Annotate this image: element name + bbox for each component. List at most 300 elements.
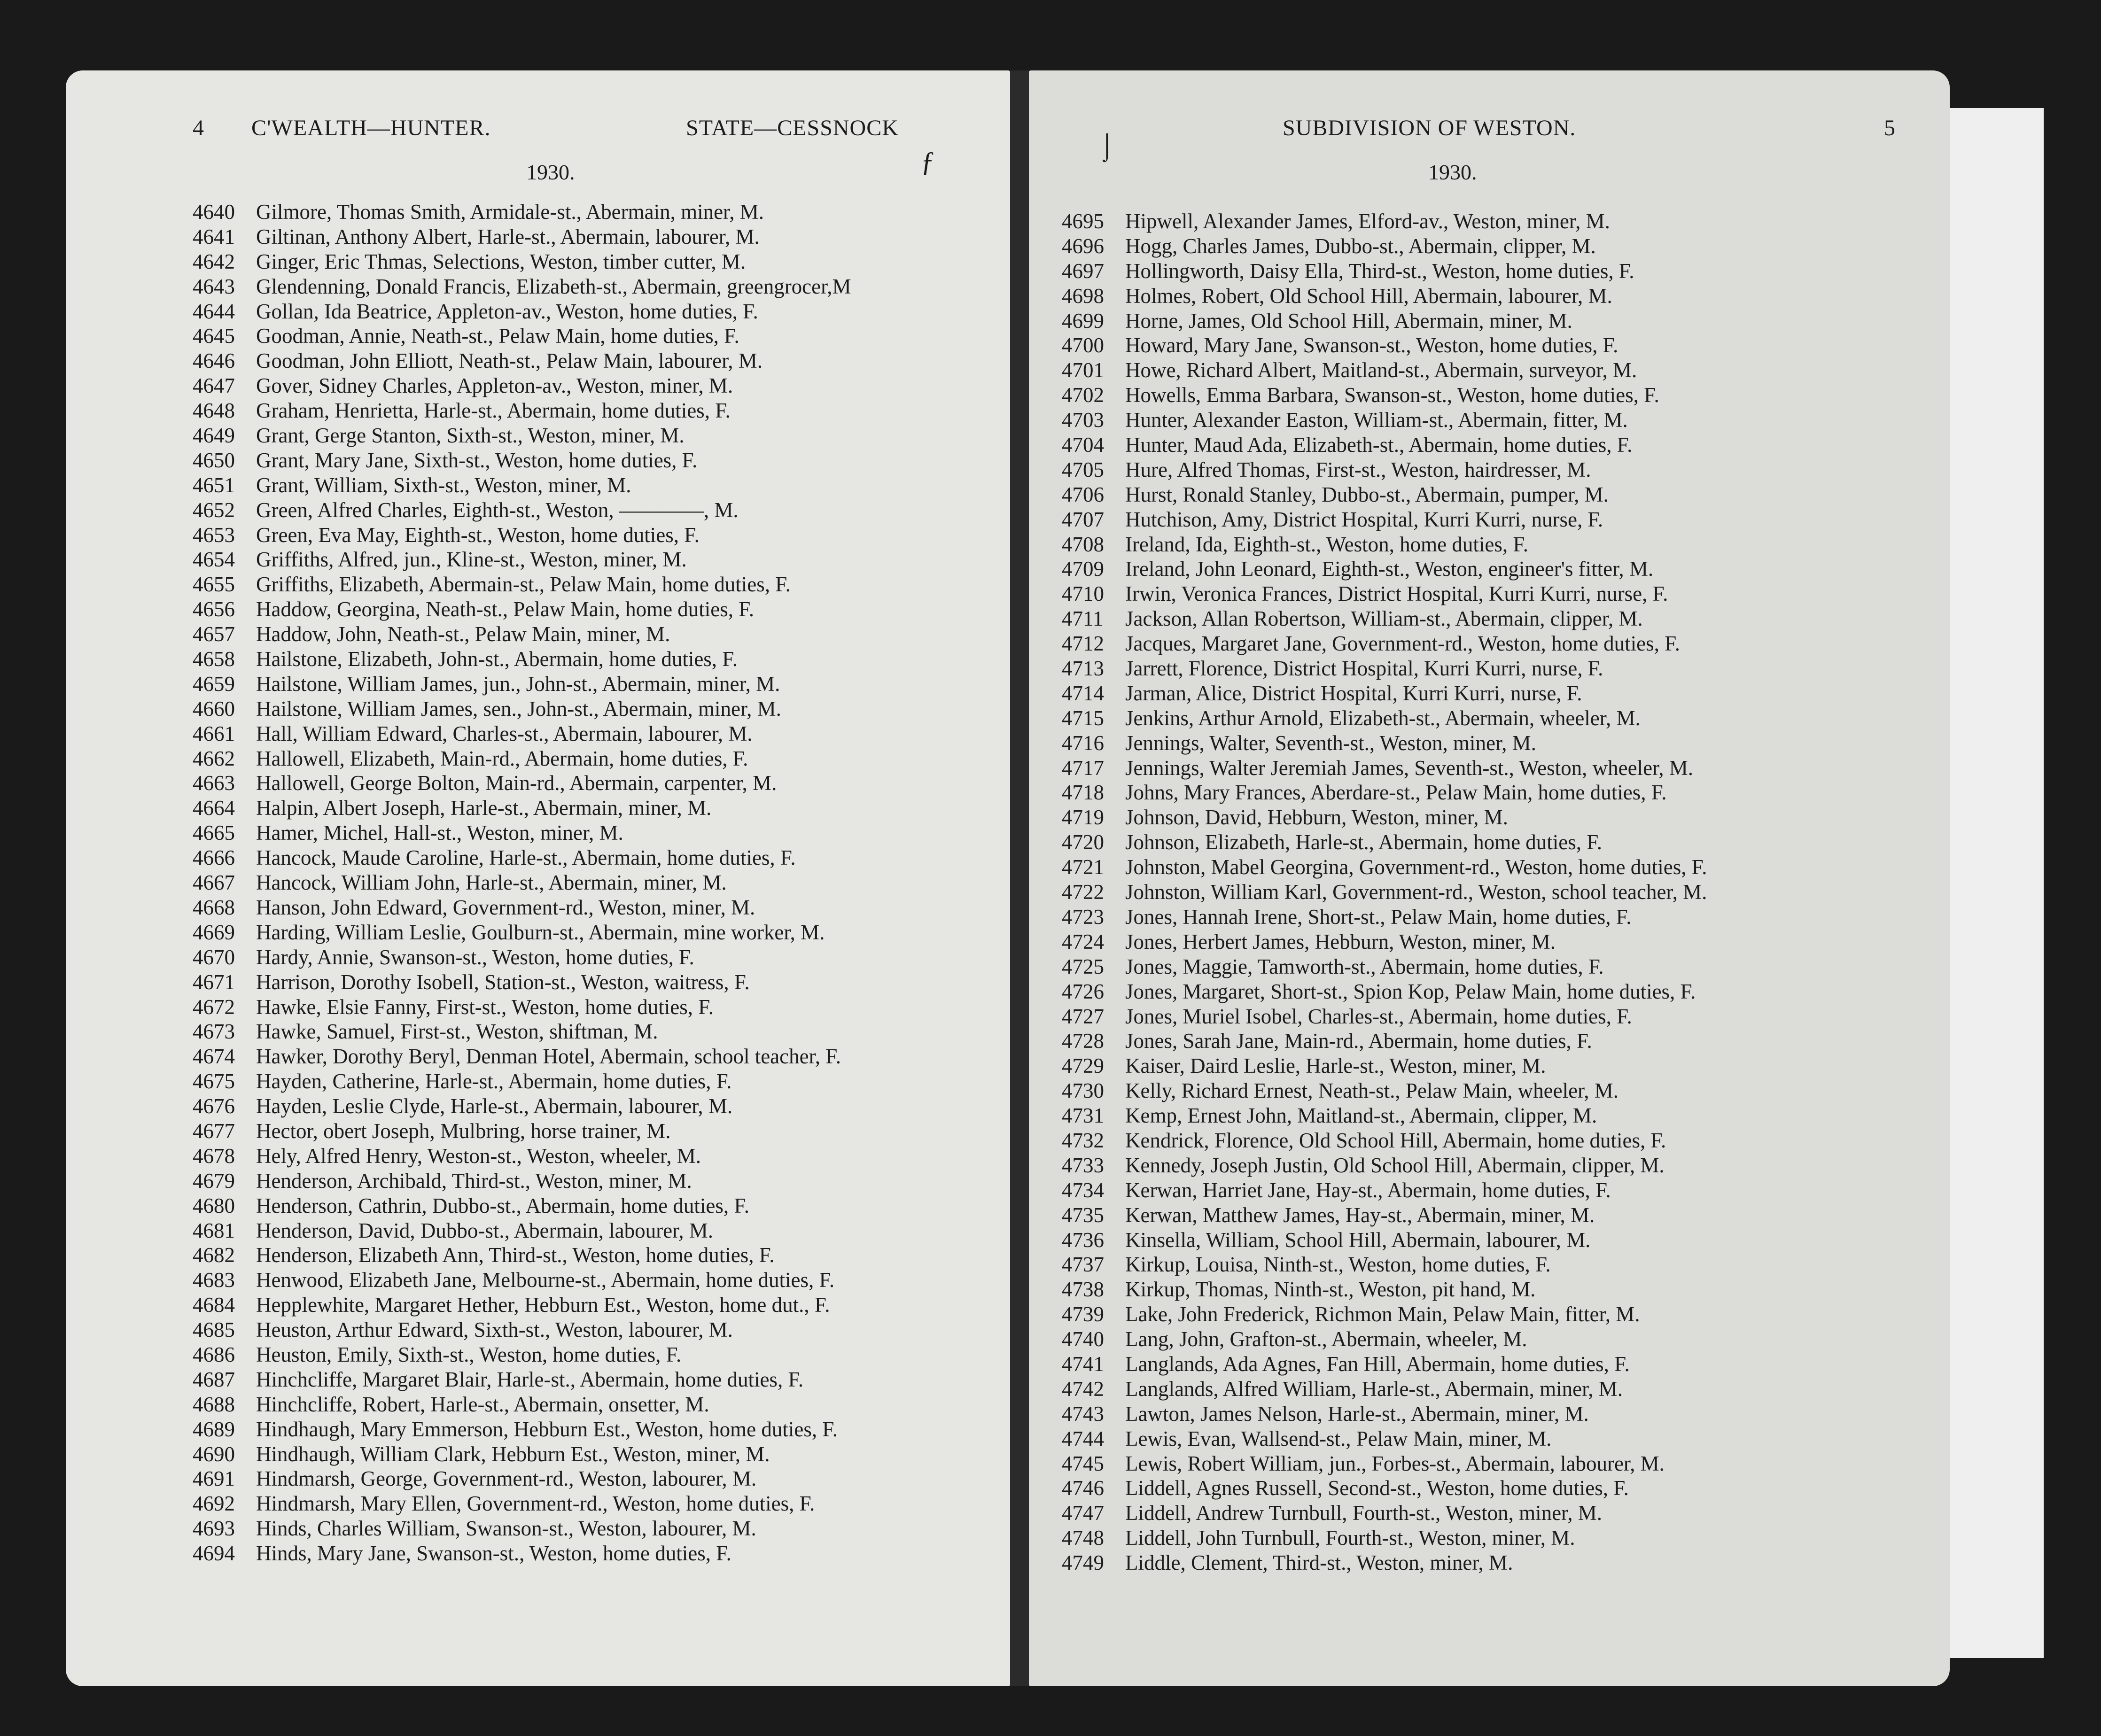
entry-text: Green, Eva May, Eighth-st., Weston, home duties, F. <box>256 523 700 547</box>
entry-text: Grant, William, Sixth-st., Weston, miner, M. <box>256 473 631 497</box>
list-item <box>1062 1327 1707 1352</box>
entry-number: 4663 <box>193 771 235 795</box>
entry-number: 4676 <box>193 1094 235 1118</box>
entry-number: 4658 <box>193 647 235 671</box>
entry-text: Kirkup, Louisa, Ninth-st., Weston, home duties, F. <box>1125 1253 1551 1277</box>
list-item <box>1062 284 1707 309</box>
entry-number: 4739 <box>1062 1302 1104 1326</box>
book-gutter <box>1010 70 1029 1686</box>
left-page-number: 4 <box>193 116 204 140</box>
entry-number: 4687 <box>193 1367 235 1391</box>
entry-number: 4649 <box>193 424 235 448</box>
entry-text: Gover, Sidney Charles, Appleton-av., Weston, miner, M. <box>256 374 733 398</box>
entry-text: Kemp, Ernest John, Maitland-st., Abermain, clipper, M. <box>1125 1104 1597 1128</box>
entry-text: Hall, William Edward, Charles-st., Abermain, labourer, M. <box>256 721 753 745</box>
entry-text: Hawke, Elsie Fanny, First-st., Weston, home duties, F. <box>256 995 714 1019</box>
entry-number: 4703 <box>1062 408 1104 432</box>
entry-number: 4729 <box>1062 1054 1104 1078</box>
list-item <box>1062 1550 1707 1575</box>
entry-text: Hindmarsh, George, Government-rd., Weston, labourer, M. <box>256 1467 757 1491</box>
list-item <box>1062 954 1707 979</box>
entry-text: Hinchcliffe, Margaret Blair, Harle-st., Abermain, home duties, F. <box>256 1367 804 1391</box>
list-item <box>1062 1103 1707 1128</box>
entry-text: Grant, Mary Jane, Sixth-st., Weston, home duties, F. <box>256 448 698 472</box>
page-bracket-mark: ⌡ <box>1099 132 1115 160</box>
list-item <box>1062 1377 1707 1402</box>
entry-number: 4644 <box>193 299 235 323</box>
list-item <box>193 1392 851 1417</box>
list-item <box>193 1342 851 1367</box>
list-item <box>1062 930 1707 954</box>
entry-text: Hanson, John Edward, Government-rd., Weston, miner, M. <box>256 895 755 919</box>
entry-number: 4662 <box>193 746 235 770</box>
list-item <box>1062 979 1707 1004</box>
list-item <box>193 672 851 697</box>
list-item <box>193 249 851 274</box>
list-item <box>193 200 851 225</box>
list-item <box>1062 259 1707 284</box>
list-item <box>193 970 851 995</box>
entry-number: 4674 <box>193 1045 235 1069</box>
entry-text: Hunter, Alexander Easton, William-st., Abermain, fitter, M. <box>1125 408 1628 432</box>
entry-text: Johnston, William Karl, Government-rd., Weston, school teacher, M. <box>1125 880 1707 904</box>
entry-text: Jennings, Walter Jeremiah James, Seventh-st., Weston, wheeler, M. <box>1125 756 1694 780</box>
entry-text: Lewis, Evan, Wallsend-st., Pelaw Main, miner, M. <box>1125 1426 1552 1450</box>
entry-number: 4693 <box>193 1517 235 1541</box>
list-item <box>193 746 851 771</box>
entry-text: Jones, Sarah Jane, Main-rd., Abermain, home duties, F. <box>1125 1029 1592 1053</box>
list-item <box>193 1417 851 1442</box>
entry-number: 4720 <box>1062 830 1104 854</box>
entry-number: 4744 <box>1062 1426 1104 1450</box>
list-item <box>193 721 851 746</box>
list-item <box>193 1194 851 1218</box>
list-item <box>1062 1277 1707 1302</box>
entry-number: 4731 <box>1062 1104 1104 1128</box>
list-item <box>1062 880 1707 905</box>
list-item <box>193 845 851 870</box>
entry-text: Hure, Alfred Thomas, First-st., Weston, hairdresser, M. <box>1125 457 1591 481</box>
entry-text: Green, Alfred Charles, Eighth-st., Weston, ————, M. <box>256 498 739 522</box>
list-item <box>193 1318 851 1342</box>
entry-number: 4698 <box>1062 284 1104 308</box>
entry-number: 4675 <box>193 1070 235 1093</box>
list-item <box>1062 557 1707 581</box>
list-item <box>1062 1078 1707 1103</box>
entry-number: 4701 <box>1062 358 1104 382</box>
list-item <box>193 1119 851 1144</box>
entry-text: Lang, John, Grafton-st., Abermain, wheeler, M. <box>1125 1327 1527 1351</box>
entry-text: Heuston, Arthur Edward, Sixth-st., Weston, labourer, M. <box>256 1318 733 1342</box>
page-edge-strip <box>1950 108 2044 1658</box>
entry-number: 4704 <box>1062 433 1104 457</box>
entry-number: 4738 <box>1062 1278 1104 1302</box>
list-item <box>1062 1029 1707 1054</box>
entry-text: Hawke, Samuel, First-st., Weston, shiftman, M. <box>256 1020 658 1044</box>
entry-text: Kinsella, William, School Hill, Abermain, labourer, M. <box>1125 1228 1591 1252</box>
entry-number: 4661 <box>193 721 235 745</box>
list-item <box>1062 830 1707 855</box>
entry-text: Hinds, Mary Jane, Swanson-st., Weston, home duties, F. <box>256 1542 731 1566</box>
entry-number: 4733 <box>1062 1153 1104 1177</box>
entry-text: Jarman, Alice, District Hospital, Kurri Kurri, nurse, F. <box>1125 681 1582 705</box>
entry-number: 4728 <box>1062 1029 1104 1053</box>
left-header-state: STATE—CESSNOCK <box>686 116 899 140</box>
entry-text: Ginger, Eric Thmas, Selections, Weston, timber cutter, M. <box>256 249 746 273</box>
list-item <box>193 597 851 622</box>
entry-text: Grant, Gerge Stanton, Sixth-st., Weston, miner, M. <box>256 424 685 448</box>
entry-text: Kendrick, Florence, Old School Hill, Abermain, home duties, F. <box>1125 1128 1666 1152</box>
list-item <box>1062 656 1707 681</box>
entry-text: Glendenning, Donald Francis, Elizabeth-st., Abermain, greengrocer,M <box>256 274 851 298</box>
entry-number: 4747 <box>1062 1501 1104 1525</box>
entry-number: 4689 <box>193 1417 235 1441</box>
list-item <box>1062 408 1707 433</box>
left-page <box>66 70 1010 1686</box>
entry-text: Harrison, Dorothy Isobell, Station-st., Weston, waitress, F. <box>256 970 750 994</box>
entry-number: 4696 <box>1062 234 1104 258</box>
entry-text: Jarrett, Florence, District Hospital, Kurri Kurri, nurse, F. <box>1125 657 1603 681</box>
entry-number: 4660 <box>193 697 235 721</box>
entry-text: Hollingworth, Daisy Ella, Third-st., Weston, home duties, F. <box>1125 259 1634 283</box>
entry-number: 4640 <box>193 200 235 224</box>
entry-number: 4686 <box>193 1342 235 1366</box>
entry-text: Hailstone, William James, jun., John-st., Abermain, miner, M. <box>256 672 780 696</box>
entry-text: Griffiths, Elizabeth, Abermain-st., Pelaw Main, home duties, F. <box>256 573 791 597</box>
entry-number: 4690 <box>193 1442 235 1466</box>
entry-number: 4711 <box>1062 607 1104 631</box>
entry-number: 4725 <box>1062 954 1104 978</box>
list-item <box>193 1367 851 1392</box>
entry-text: Jenkins, Arthur Arnold, Elizabeth-st., Abermain, wheeler, M. <box>1125 706 1641 730</box>
list-item <box>1062 1004 1707 1029</box>
list-item <box>1062 457 1707 482</box>
list-item <box>193 498 851 523</box>
entry-number: 4656 <box>193 597 235 621</box>
list-item <box>193 423 851 448</box>
entry-number: 4647 <box>193 374 235 398</box>
list-item <box>193 523 851 548</box>
entry-text: Johnson, David, Hebburn, Weston, miner, M. <box>1125 806 1508 829</box>
entry-number: 4654 <box>193 548 235 572</box>
list-item <box>193 1169 851 1194</box>
entry-number: 4643 <box>193 274 235 298</box>
entry-number: 4697 <box>1062 259 1104 283</box>
entry-number: 4648 <box>193 399 235 423</box>
list-item <box>193 1019 851 1044</box>
entry-text: Giltinan, Anthony Albert, Harle-st., Abermain, labourer, M. <box>256 225 760 248</box>
entry-number: 4732 <box>1062 1128 1104 1152</box>
entry-text: Hunter, Maud Ada, Elizabeth-st., Abermain, home duties, F. <box>1125 433 1633 457</box>
entry-text: Ireland, Ida, Eighth-st., Weston, home duties, F. <box>1125 532 1529 556</box>
entry-text: Kaiser, Daird Leslie, Harle-st., Weston, miner, M. <box>1125 1054 1546 1078</box>
entry-number: 4673 <box>193 1020 235 1044</box>
entry-text: Holmes, Robert, Old School Hill, Abermain, labourer, M. <box>1125 284 1612 308</box>
list-item <box>1062 433 1707 457</box>
entry-number: 4718 <box>1062 781 1104 805</box>
entry-number: 4709 <box>1062 557 1104 581</box>
entry-text: Heuston, Emily, Sixth-st., Weston, home duties, F. <box>256 1342 682 1366</box>
entry-number: 4715 <box>1062 706 1104 730</box>
entry-number: 4742 <box>1062 1377 1104 1401</box>
entry-number: 4655 <box>193 573 235 597</box>
left-year: 1930. <box>526 160 575 184</box>
entry-text: Hallowell, George Bolton, Main-rd., Abermain, carpenter, M. <box>256 771 777 795</box>
entry-text: Hancock, William John, Harle-st., Abermain, miner, M. <box>256 871 727 895</box>
list-item <box>1062 706 1707 731</box>
entry-text: Johnston, Mabel Georgina, Government-rd., Weston, home duties, F. <box>1125 855 1707 879</box>
list-item <box>193 225 851 249</box>
list-item <box>1062 309 1707 333</box>
list-item <box>1062 805 1707 830</box>
right-year: 1930. <box>1428 160 1477 184</box>
entry-text: Harding, William Leslie, Goulburn-st., Abermain, mine worker, M. <box>256 920 825 944</box>
entry-number: 4730 <box>1062 1079 1104 1103</box>
entry-text: Liddell, Agnes Russell, Second-st., Weston, home duties, F. <box>1125 1476 1629 1500</box>
entry-number: 4705 <box>1062 457 1104 481</box>
list-item <box>1062 780 1707 805</box>
list-item <box>193 1541 851 1566</box>
entry-number: 4666 <box>193 846 235 870</box>
entry-text: Johns, Mary Frances, Aberdare-st., Pelaw Main, home duties, F. <box>1125 781 1667 805</box>
entry-text: Kerwan, Harriet Jane, Hay-st., Abermain, home duties, F. <box>1125 1178 1611 1202</box>
entry-number: 4734 <box>1062 1178 1104 1202</box>
list-item <box>193 373 851 398</box>
list-item <box>1062 1476 1707 1501</box>
entry-number: 4716 <box>1062 731 1104 755</box>
entry-number: 4691 <box>193 1467 235 1491</box>
entry-text: Liddell, John Turnbull, Fourth-st., Weston, miner, M. <box>1125 1526 1575 1550</box>
entry-text: Jones, Hannah Irene, Short-st., Pelaw Main, home duties, F. <box>1125 905 1632 929</box>
entry-number: 4669 <box>193 920 235 944</box>
left-entry-list <box>193 200 851 1566</box>
entry-text: Goodman, Annie, Neath-st., Pelaw Main, home duties, F. <box>256 324 739 348</box>
entry-number: 4652 <box>193 498 235 522</box>
list-item <box>1062 1228 1707 1253</box>
entry-text: Liddle, Clement, Third-st., Weston, miner, M. <box>1125 1551 1513 1575</box>
list-item <box>1062 209 1707 234</box>
entry-text: Henderson, Cathrin, Dubbo-st., Abermain, home duties, F. <box>256 1194 750 1217</box>
entry-text: Hepplewhite, Margaret Hether, Hebburn Est., Weston, home dut., F. <box>256 1293 830 1317</box>
list-item <box>193 547 851 572</box>
entry-number: 4641 <box>193 225 235 248</box>
entry-number: 4699 <box>1062 309 1104 333</box>
list-item <box>1062 1153 1707 1178</box>
entry-number: 4710 <box>1062 582 1104 606</box>
entry-text: Hogg, Charles James, Dubbo-st., Abermain, clipper, M. <box>1125 234 1596 258</box>
list-item <box>193 1268 851 1293</box>
entry-text: Hardy, Annie, Swanson-st., Weston, home duties, F. <box>256 945 694 969</box>
entry-text: Hindmarsh, Mary Ellen, Government-rd., Weston, home duties, F. <box>256 1492 815 1516</box>
list-item <box>193 1094 851 1119</box>
list-item <box>193 622 851 647</box>
entry-text: Howells, Emma Barbara, Swanson-st., Weston, home duties, F. <box>1125 383 1659 407</box>
list-item <box>193 1516 851 1541</box>
entry-text: Lawton, James Nelson, Harle-st., Abermain, miner, M. <box>1125 1402 1589 1426</box>
entry-number: 4700 <box>1062 333 1104 357</box>
list-item <box>193 1218 851 1243</box>
entry-text: Hindhaugh, Mary Emmerson, Hebburn Est., Weston, home duties, F. <box>256 1417 838 1441</box>
entry-number: 4664 <box>193 796 235 820</box>
entry-text: Halpin, Albert Joseph, Harle-st., Abermain, miner, M. <box>256 796 712 820</box>
list-item <box>1062 731 1707 756</box>
left-header-title: C'WEALTH—HUNTER. <box>251 116 491 140</box>
entry-number: 4719 <box>1062 806 1104 829</box>
entry-text: Horne, James, Old School Hill, Abermain, miner, M. <box>1125 309 1572 333</box>
list-item <box>1062 507 1707 532</box>
right-header-title: SUBDIVISION OF WESTON. <box>1283 116 1576 140</box>
pen-mark: ƒ <box>921 146 935 177</box>
list-item <box>1062 756 1707 781</box>
list-item <box>193 1069 851 1094</box>
list-item <box>193 697 851 721</box>
list-item <box>1062 1178 1707 1203</box>
entry-text: Jacques, Margaret Jane, Government-rd., Weston, home duties, F. <box>1125 632 1680 656</box>
list-item <box>193 572 851 597</box>
entry-number: 4737 <box>1062 1253 1104 1277</box>
list-item <box>193 821 851 845</box>
entry-number: 4745 <box>1062 1451 1104 1475</box>
entry-number: 4681 <box>193 1218 235 1242</box>
list-item <box>1062 681 1707 706</box>
entry-number: 4668 <box>193 895 235 919</box>
entry-number: 4740 <box>1062 1327 1104 1351</box>
list-item <box>1062 1526 1707 1550</box>
entry-number: 4723 <box>1062 905 1104 929</box>
entry-number: 4746 <box>1062 1476 1104 1500</box>
entry-text: Henderson, Archibald, Third-st., Weston, miner, M. <box>256 1169 692 1193</box>
entry-number: 4717 <box>1062 756 1104 780</box>
entry-text: Langlands, Alfred William, Harle-st., Abermain, miner, M. <box>1125 1377 1623 1401</box>
entry-number: 4665 <box>193 821 235 845</box>
entry-number: 4748 <box>1062 1526 1104 1550</box>
entry-text: Liddell, Andrew Turnbull, Fourth-st., Weston, miner, M. <box>1125 1501 1603 1525</box>
entry-text: Hely, Alfred Henry, Weston-st., Weston, wheeler, M. <box>256 1144 701 1168</box>
right-page <box>1029 70 1950 1686</box>
list-item <box>1062 1203 1707 1228</box>
entry-number: 4667 <box>193 871 235 895</box>
entry-text: Lewis, Robert William, jun., Forbes-st., Abermain, labourer, M. <box>1125 1451 1665 1475</box>
entry-number: 4735 <box>1062 1203 1104 1227</box>
entry-number: 4671 <box>193 970 235 994</box>
list-item <box>193 945 851 970</box>
entry-number: 4682 <box>193 1243 235 1267</box>
list-item <box>193 1044 851 1069</box>
list-item <box>1062 581 1707 606</box>
list-item <box>1062 532 1707 557</box>
entry-number: 4702 <box>1062 383 1104 407</box>
right-page-number: 5 <box>1884 116 1895 140</box>
entry-number: 4741 <box>1062 1352 1104 1376</box>
entry-number: 4694 <box>193 1542 235 1566</box>
entry-text: Hinds, Charles William, Swanson-st., Weston, labourer, M. <box>256 1517 756 1541</box>
entry-number: 4684 <box>193 1293 235 1317</box>
list-item <box>193 299 851 324</box>
list-item <box>1062 855 1707 880</box>
list-item <box>193 995 851 1020</box>
entry-number: 4692 <box>193 1492 235 1516</box>
entry-text: Howard, Mary Jane, Swanson-st., Weston, home duties, F. <box>1125 333 1619 357</box>
entry-text: Henderson, David, Dubbo-st., Abermain, labourer, M. <box>256 1218 713 1242</box>
entry-text: Hailstone, William James, sen., John-st., Abermain, miner, M. <box>256 697 781 721</box>
list-item <box>193 647 851 672</box>
entry-number: 4695 <box>1062 209 1104 233</box>
entry-text: Hutchison, Amy, District Hospital, Kurri Kurri, nurse, F. <box>1125 507 1603 531</box>
entry-number: 4651 <box>193 473 235 497</box>
entry-text: Lake, John Frederick, Richmon Main, Pelaw Main, fitter, M. <box>1125 1302 1640 1326</box>
entry-text: Kelly, Richard Ernest, Neath-st., Pelaw Main, wheeler, M. <box>1125 1079 1619 1103</box>
list-item <box>1062 383 1707 408</box>
entry-text: Kirkup, Thomas, Ninth-st., Weston, pit hand, M. <box>1125 1278 1536 1302</box>
entry-text: Hawker, Dorothy Beryl, Denman Hotel, Abermain, school teacher, F. <box>256 1045 841 1069</box>
list-item <box>1062 333 1707 358</box>
list-item <box>1062 482 1707 507</box>
entry-text: Jones, Margaret, Short-st., Spion Kop, Pelaw Main, home duties, F. <box>1125 979 1696 1003</box>
entry-text: Irwin, Veronica Frances, District Hospital, Kurri Kurri, nurse, F. <box>1125 582 1668 606</box>
entry-text: Griffiths, Alfred, jun., Kline-st., Weston, miner, M. <box>256 548 687 572</box>
entry-text: Ireland, John Leonard, Eighth-st., Weston, engineer's fitter, M. <box>1125 557 1654 581</box>
entry-text: Gilmore, Thomas Smith, Armidale-st., Abermain, miner, M. <box>256 200 764 224</box>
entry-text: Howe, Richard Albert, Maitland-st., Abermain, surveyor, M. <box>1125 358 1637 382</box>
entry-number: 4679 <box>193 1169 235 1193</box>
entry-number: 4727 <box>1062 1004 1104 1028</box>
list-item <box>1062 1252 1707 1277</box>
entry-number: 4726 <box>1062 979 1104 1003</box>
entry-number: 4712 <box>1062 632 1104 656</box>
list-item <box>1062 1054 1707 1078</box>
entry-text: Hailstone, Elizabeth, John-st., Abermain, home duties, F. <box>256 647 738 671</box>
list-item <box>193 895 851 920</box>
list-item <box>193 324 851 349</box>
entry-number: 4683 <box>193 1268 235 1292</box>
list-item <box>193 274 851 299</box>
entry-text: Hallowell, Elizabeth, Main-rd., Abermain, home duties, F. <box>256 746 748 770</box>
entry-text: Hancock, Maude Caroline, Harle-st., Abermain, home duties, F. <box>256 846 796 870</box>
entry-number: 4743 <box>1062 1402 1104 1426</box>
entry-text: Graham, Henrietta, Harle-st., Abermain, home duties, F. <box>256 399 731 423</box>
entry-text: Kerwan, Matthew James, Hay-st., Abermain, miner, M. <box>1125 1203 1595 1227</box>
list-item <box>1062 1426 1707 1451</box>
list-item <box>193 1442 851 1467</box>
list-item <box>1062 905 1707 930</box>
entry-number: 4677 <box>193 1119 235 1143</box>
entry-number: 4642 <box>193 249 235 273</box>
entry-text: Hurst, Ronald Stanley, Dubbo-st., Abermain, pumper, M. <box>1125 482 1609 506</box>
list-item <box>193 1466 851 1491</box>
entry-number: 4646 <box>193 349 235 373</box>
entry-text: Jackson, Allan Robertson, William-st., Abermain, clipper, M. <box>1125 607 1643 631</box>
entry-text: Hinchcliffe, Robert, Harle-st., Abermain, onsetter, M. <box>256 1392 709 1416</box>
entry-number: 4721 <box>1062 855 1104 879</box>
entry-number: 4707 <box>1062 507 1104 531</box>
list-item <box>193 796 851 821</box>
entry-text: Haddow, Georgina, Neath-st., Pelaw Main, home duties, F. <box>256 597 754 621</box>
list-item <box>193 1491 851 1516</box>
list-item <box>1062 1451 1707 1476</box>
entry-number: 4688 <box>193 1392 235 1416</box>
entry-text: Jones, Herbert James, Hebburn, Weston, miner, M. <box>1125 930 1556 953</box>
list-item <box>193 1293 851 1318</box>
entry-text: Kennedy, Joseph Justin, Old School Hill, Abermain, clipper, M. <box>1125 1153 1665 1177</box>
list-item <box>193 870 851 895</box>
entry-number: 4645 <box>193 324 235 348</box>
entry-text: Hipwell, Alexander James, Elford-av., Weston, miner, M. <box>1125 209 1610 233</box>
list-item <box>193 1243 851 1268</box>
list-item <box>193 398 851 423</box>
entry-number: 4650 <box>193 448 235 472</box>
entry-number: 4714 <box>1062 681 1104 705</box>
entry-text: Hindhaugh, William Clark, Hebburn Est., Weston, miner, M. <box>256 1442 770 1466</box>
